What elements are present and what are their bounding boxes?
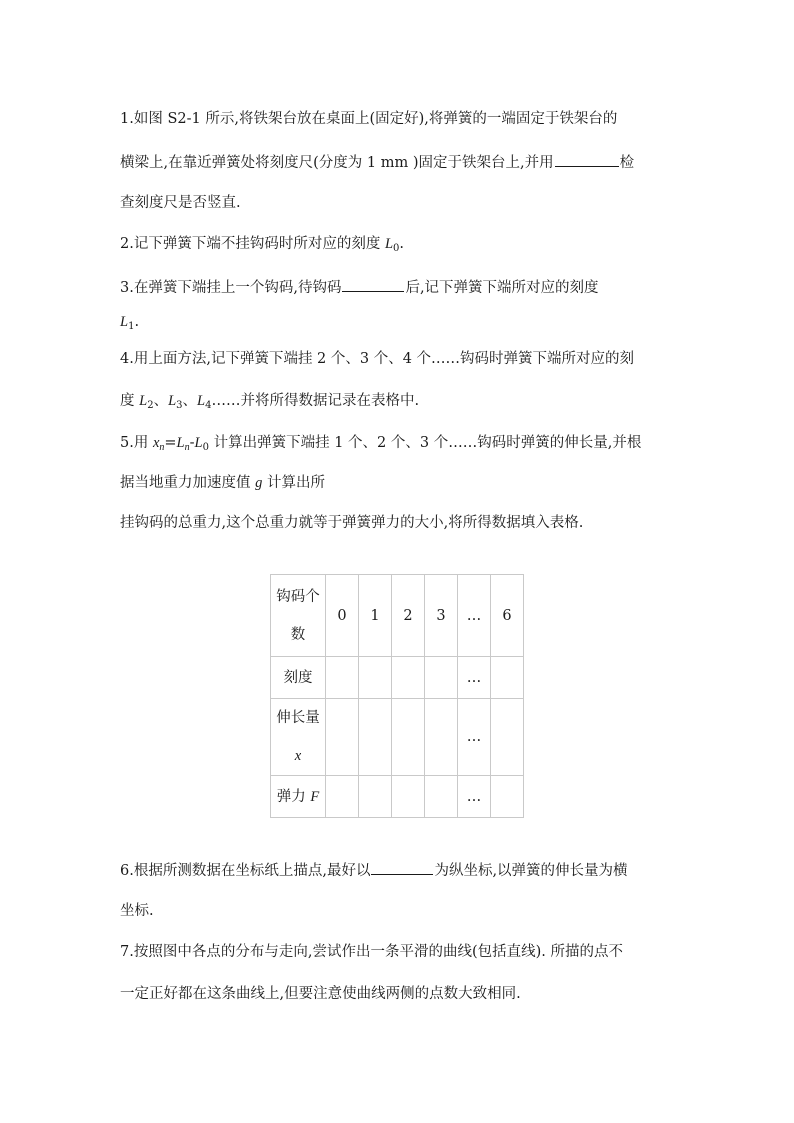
table-cell[interactable] — [392, 699, 425, 776]
para-6-text-b: 为纵坐标,以弹簧的伸长量为横 — [434, 863, 628, 879]
para-2 — [120, 235, 404, 253]
table-cell[interactable] — [359, 776, 392, 818]
table-row — [271, 657, 524, 699]
table-cell[interactable] — [392, 657, 425, 699]
header-text: 弹力 — [276, 788, 311, 805]
header-text: 钩码个 — [276, 588, 320, 605]
subscript: 1 — [128, 321, 135, 332]
fill-blank-2[interactable] — [342, 277, 404, 292]
para-6-line-1 — [120, 860, 628, 880]
para-7-line-2: 一定正好都在这条曲线上,但要注意使曲线两侧的点数大致相同. — [120, 986, 521, 1002]
para-1-line-1: 1.如图 S2-1 所示,将铁架台放在桌面上(固定好),将弹簧的一端固定于铁架台的 — [120, 111, 618, 127]
equals-sign: = — [164, 435, 177, 451]
para-5-line-1 — [120, 434, 641, 452]
var-L: L — [168, 393, 177, 409]
table-cell[interactable] — [359, 699, 392, 776]
subscript: 0 — [393, 243, 400, 254]
para-1-line-2 — [120, 152, 634, 172]
table-column-header: 6 — [491, 575, 524, 657]
para-3-line-1 — [120, 277, 599, 297]
subscript: n — [159, 442, 165, 453]
separator: 、 — [153, 393, 169, 409]
table-header-cell — [271, 776, 326, 818]
para-3-line-2 — [120, 313, 139, 331]
var-L: L — [120, 314, 129, 330]
fill-blank-1[interactable] — [555, 152, 619, 167]
para-4-line-1: 4.用上面方法,记下弹簧下端挂 2 个、3 个、4 个……钩码时弹簧下端所对应的刻 — [120, 351, 635, 367]
para-3-text-a: 3.在弹簧下端挂上一个钩码,待钩码 — [120, 280, 342, 296]
var-g: g — [255, 475, 263, 491]
para-2-text: 2.记下弹簧下端不挂钩码时所对应的刻度 — [120, 236, 385, 252]
var-L: L — [197, 393, 206, 409]
var-L: L — [384, 236, 394, 252]
para-1-line-3: 查刻度尺是否竖直. — [120, 195, 241, 211]
table-cell[interactable] — [326, 657, 359, 699]
header-text: 伸长量 — [276, 710, 320, 726]
para-5-line-2 — [120, 474, 325, 492]
table-header-cell: 刻度 — [271, 657, 326, 699]
para-5-text-c: 据当地重力加速度值 — [120, 475, 256, 491]
para-1-text-b: 检 — [619, 155, 635, 171]
subscript: n — [184, 442, 190, 453]
para-5-line-3: 挂钩码的总重力,这个总重力就等于弹簧弹力的大小,将所得数据填入表格. — [120, 515, 584, 531]
para-5-text-b: 计算出弹簧下端挂 1 个、2 个、3 个……钩码时弹簧的伸长量,并根 — [208, 435, 642, 451]
table-column-header: 1 — [359, 575, 392, 657]
var-x: x — [294, 748, 302, 764]
var-L: L — [176, 435, 185, 451]
table-row — [271, 776, 524, 818]
table-cell[interactable] — [425, 776, 458, 818]
separator: 、 — [182, 393, 198, 409]
subscript: 4 — [205, 400, 212, 411]
para-5-text-a: 5.用 — [120, 435, 153, 451]
table-column-header: … — [458, 575, 491, 657]
para-3-text-b: 后,记下弹簧下端所对应的刻度 — [405, 280, 599, 296]
table-cell[interactable] — [425, 657, 458, 699]
table-column-header: 0 — [326, 575, 359, 657]
table-cell[interactable] — [326, 776, 359, 818]
para-4-text-a: 度 — [120, 393, 140, 409]
table-header-cell — [271, 699, 326, 776]
table-cell: … — [458, 699, 491, 776]
table-cell[interactable] — [359, 657, 392, 699]
table-column-header: 3 — [425, 575, 458, 657]
subscript: 3 — [176, 400, 183, 411]
para-5-text-d: 计算出所 — [262, 475, 325, 491]
table-cell[interactable] — [326, 699, 359, 776]
para-6-text-a: 6.根据所测数据在坐标纸上描点,最好以 — [120, 863, 371, 879]
header-text: 数 — [290, 626, 306, 643]
period: . — [399, 236, 405, 252]
para-1-text-a: 横梁上,在靠近弹簧处将刻度尺(分度为 1 mm )固定于铁架台上,并用 — [120, 155, 554, 171]
para-4-line-2 — [120, 392, 419, 410]
fill-blank-3[interactable] — [371, 860, 433, 875]
period: . — [134, 314, 140, 330]
var-L: L — [194, 435, 203, 451]
table-cell: … — [458, 776, 491, 818]
data-table — [270, 574, 524, 818]
table-cell[interactable] — [425, 699, 458, 776]
var-F: F — [310, 788, 320, 805]
subscript: 0 — [202, 442, 209, 453]
table-cell[interactable] — [392, 776, 425, 818]
para-4-text-b: ……并将所得数据记录在表格中. — [211, 393, 420, 409]
para-6-line-2: 坐标. — [120, 903, 154, 919]
table-row — [271, 699, 524, 776]
var-L: L — [139, 393, 148, 409]
var-x: x — [152, 435, 160, 451]
table-cell[interactable] — [491, 699, 524, 776]
table-header-cell — [271, 575, 326, 657]
minus-sign: - — [189, 435, 195, 451]
subscript: 2 — [147, 400, 154, 411]
table-column-header: 2 — [392, 575, 425, 657]
table-row — [271, 575, 524, 657]
table-cell[interactable] — [491, 657, 524, 699]
para-7-line-1: 7.按照图中各点的分布与走向,尝试作出一条平滑的曲线(包括直线). 所描的点不 — [120, 944, 623, 960]
table-cell: … — [458, 657, 491, 699]
table-cell[interactable] — [491, 776, 524, 818]
